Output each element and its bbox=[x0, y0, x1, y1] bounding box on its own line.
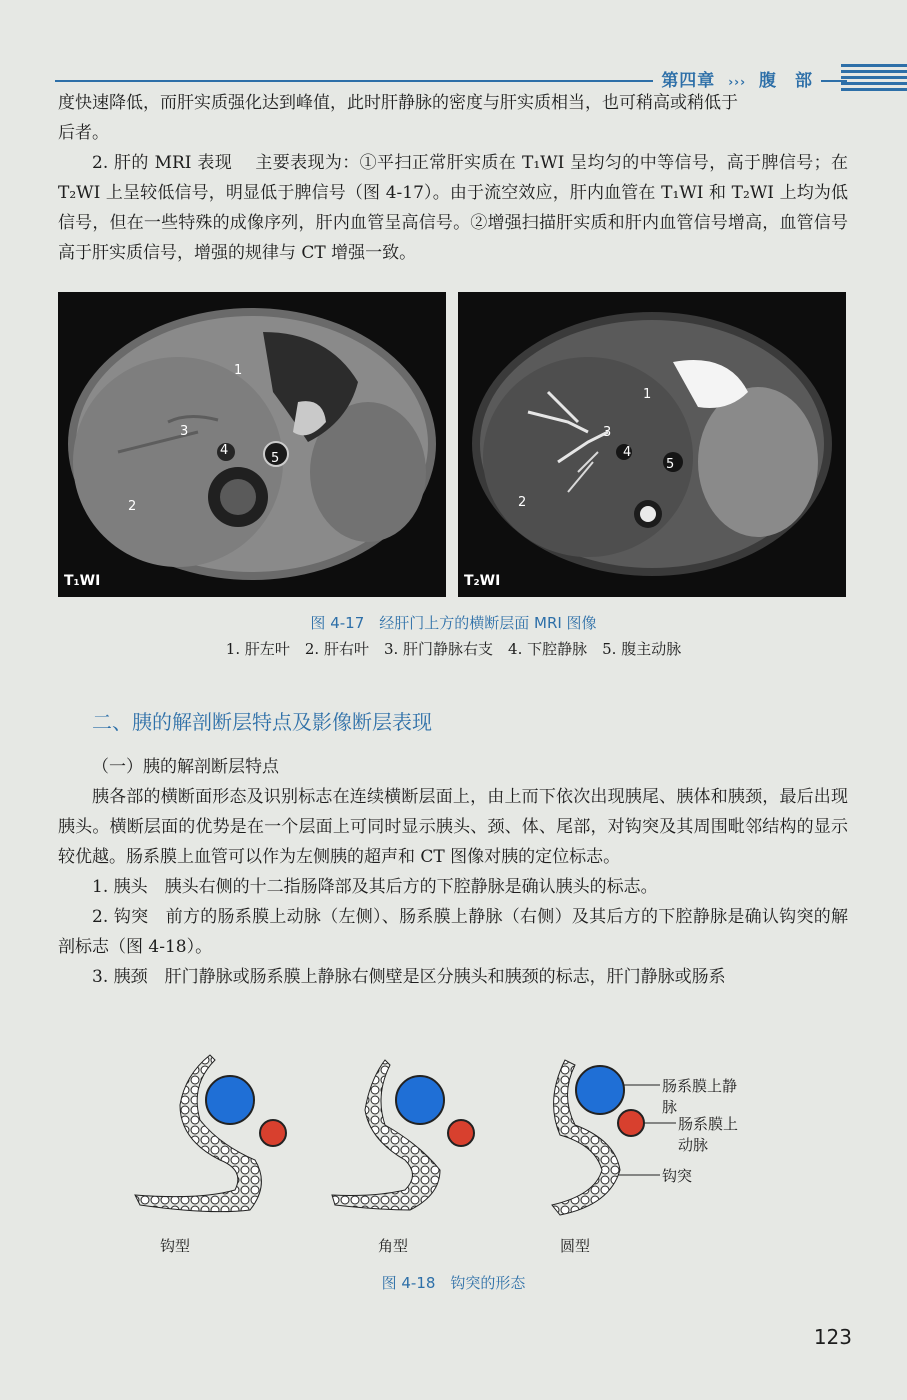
paragraph: 1. 胰头 胰头右侧的十二指肠降部及其后方的下腔静脉是确认胰头的标志。 bbox=[92, 877, 658, 897]
mri-t1-image bbox=[58, 292, 446, 597]
svg-text:3: 3 bbox=[180, 424, 189, 439]
paragraph: 2. 钩突 前方的肠系膜上动脉（左侧）、肠系膜上静脉（右侧）及其后方的下腔静脉是确认钩突的解剖标志（图 4-18）。 bbox=[58, 907, 848, 957]
mri-text: 主要表现为：①平扫正常肝实质在 T₁WI 呈均匀的中等信号，高于脾信号；在 T₂WI 上呈较低信号，明显低于脾信号（图 4-17）。由于流空效应，肝内血管在 T₁WI 和 T₂WI 上均为低信号，但在一些特殊的成像序列，肝内血管呈高信号。②增强扫描肝实质和肝内血管信号增高，血管信号高于肝实质信号，增强的规律与 CT 增强一致。 bbox=[58, 153, 849, 263]
svg-text:5: 5 bbox=[666, 457, 675, 472]
section-heading: 二、胰的解剖断层特点及影像断层表现 bbox=[92, 710, 432, 734]
t1-label: T₁WI bbox=[64, 573, 101, 589]
page-header bbox=[0, 28, 907, 91]
svg-text:4: 4 bbox=[220, 443, 229, 458]
chevron-icon: ››› bbox=[728, 75, 747, 89]
vein-label: 肠系膜上静脉 bbox=[662, 1077, 738, 1116]
artery-label: 肠系膜上动脉 bbox=[678, 1115, 739, 1154]
svg-text:2: 2 bbox=[518, 495, 527, 510]
hook-type-label: 钩型 bbox=[160, 1237, 191, 1255]
figure-4-18-caption: 图 4-18 钩突的形态 bbox=[381, 1274, 526, 1292]
round-type-label: 圆型 bbox=[560, 1237, 591, 1255]
figure-4-17-legend: 1. 肝左叶 2. 肝右叶 3. 肝门静脉右支 4. 下腔静脉 5. 腹主动脉 bbox=[225, 640, 682, 658]
figure-4-17 bbox=[58, 292, 846, 597]
angle-type-label: 角型 bbox=[378, 1237, 409, 1255]
mri-paragraph bbox=[58, 148, 848, 268]
mri-t2-image bbox=[458, 292, 846, 597]
t2-scan-graphic bbox=[458, 292, 846, 597]
svg-text:4: 4 bbox=[623, 445, 632, 460]
svg-text:5: 5 bbox=[271, 451, 280, 466]
figure-4-17-caption: 图 4-17 经肝门上方的横断层面 MRI 图像 bbox=[310, 614, 597, 632]
top-paragraph bbox=[58, 88, 848, 268]
svg-text:1: 1 bbox=[234, 363, 243, 378]
svg-text:1: 1 bbox=[643, 387, 652, 402]
text-line: 后者。 bbox=[58, 123, 109, 143]
uncinate-diagram bbox=[120, 1045, 740, 1260]
text-line: 度快速降低，而肝实质强化达到峰值，此时肝静脉的密度与肝实质相当，也可稍高或稍低于 bbox=[58, 93, 738, 113]
hook-type-shape bbox=[135, 1055, 286, 1212]
round-type-shape bbox=[552, 1060, 676, 1215]
t2-label: T₂WI bbox=[464, 573, 501, 589]
svg-text:3: 3 bbox=[603, 425, 612, 440]
chapter-section: 腹 部 bbox=[759, 71, 813, 91]
subsection-heading: （一）胰的解剖断层特点 bbox=[92, 757, 279, 777]
angle-type-shape bbox=[332, 1060, 474, 1210]
svg-text:2: 2 bbox=[128, 499, 137, 514]
t1-scan-graphic bbox=[58, 292, 446, 597]
header-stripe-decoration bbox=[841, 64, 907, 98]
mri-heading: 2. 肝的 MRI 表现 bbox=[92, 153, 233, 173]
figure-4-18 bbox=[120, 1045, 740, 1260]
paragraph: 胰各部的横断面形态及识别标志在连续横断层面上，由上而下依次出现胰尾、胰体和胰颈，最后出现胰头。横断层面的优势是在一个层面上可同时显示胰头、颈、体、尾部，对钩突及其周围毗邻结构的显示较优越。肠系膜上血管可以作为左侧胰的超声和 CT 图像对胰的定位标志。 bbox=[58, 787, 848, 867]
chapter-number: 第四章 bbox=[661, 71, 716, 91]
paragraph: 3. 胰颈 肝门静脉或肠系膜上静脉右侧壁是区分胰头和胰颈的标志，肝门静脉或肠系 bbox=[92, 967, 726, 987]
page-number: 123 bbox=[813, 1325, 852, 1349]
body-text bbox=[58, 782, 848, 992]
uncinate-label: 钩突 bbox=[662, 1167, 693, 1185]
